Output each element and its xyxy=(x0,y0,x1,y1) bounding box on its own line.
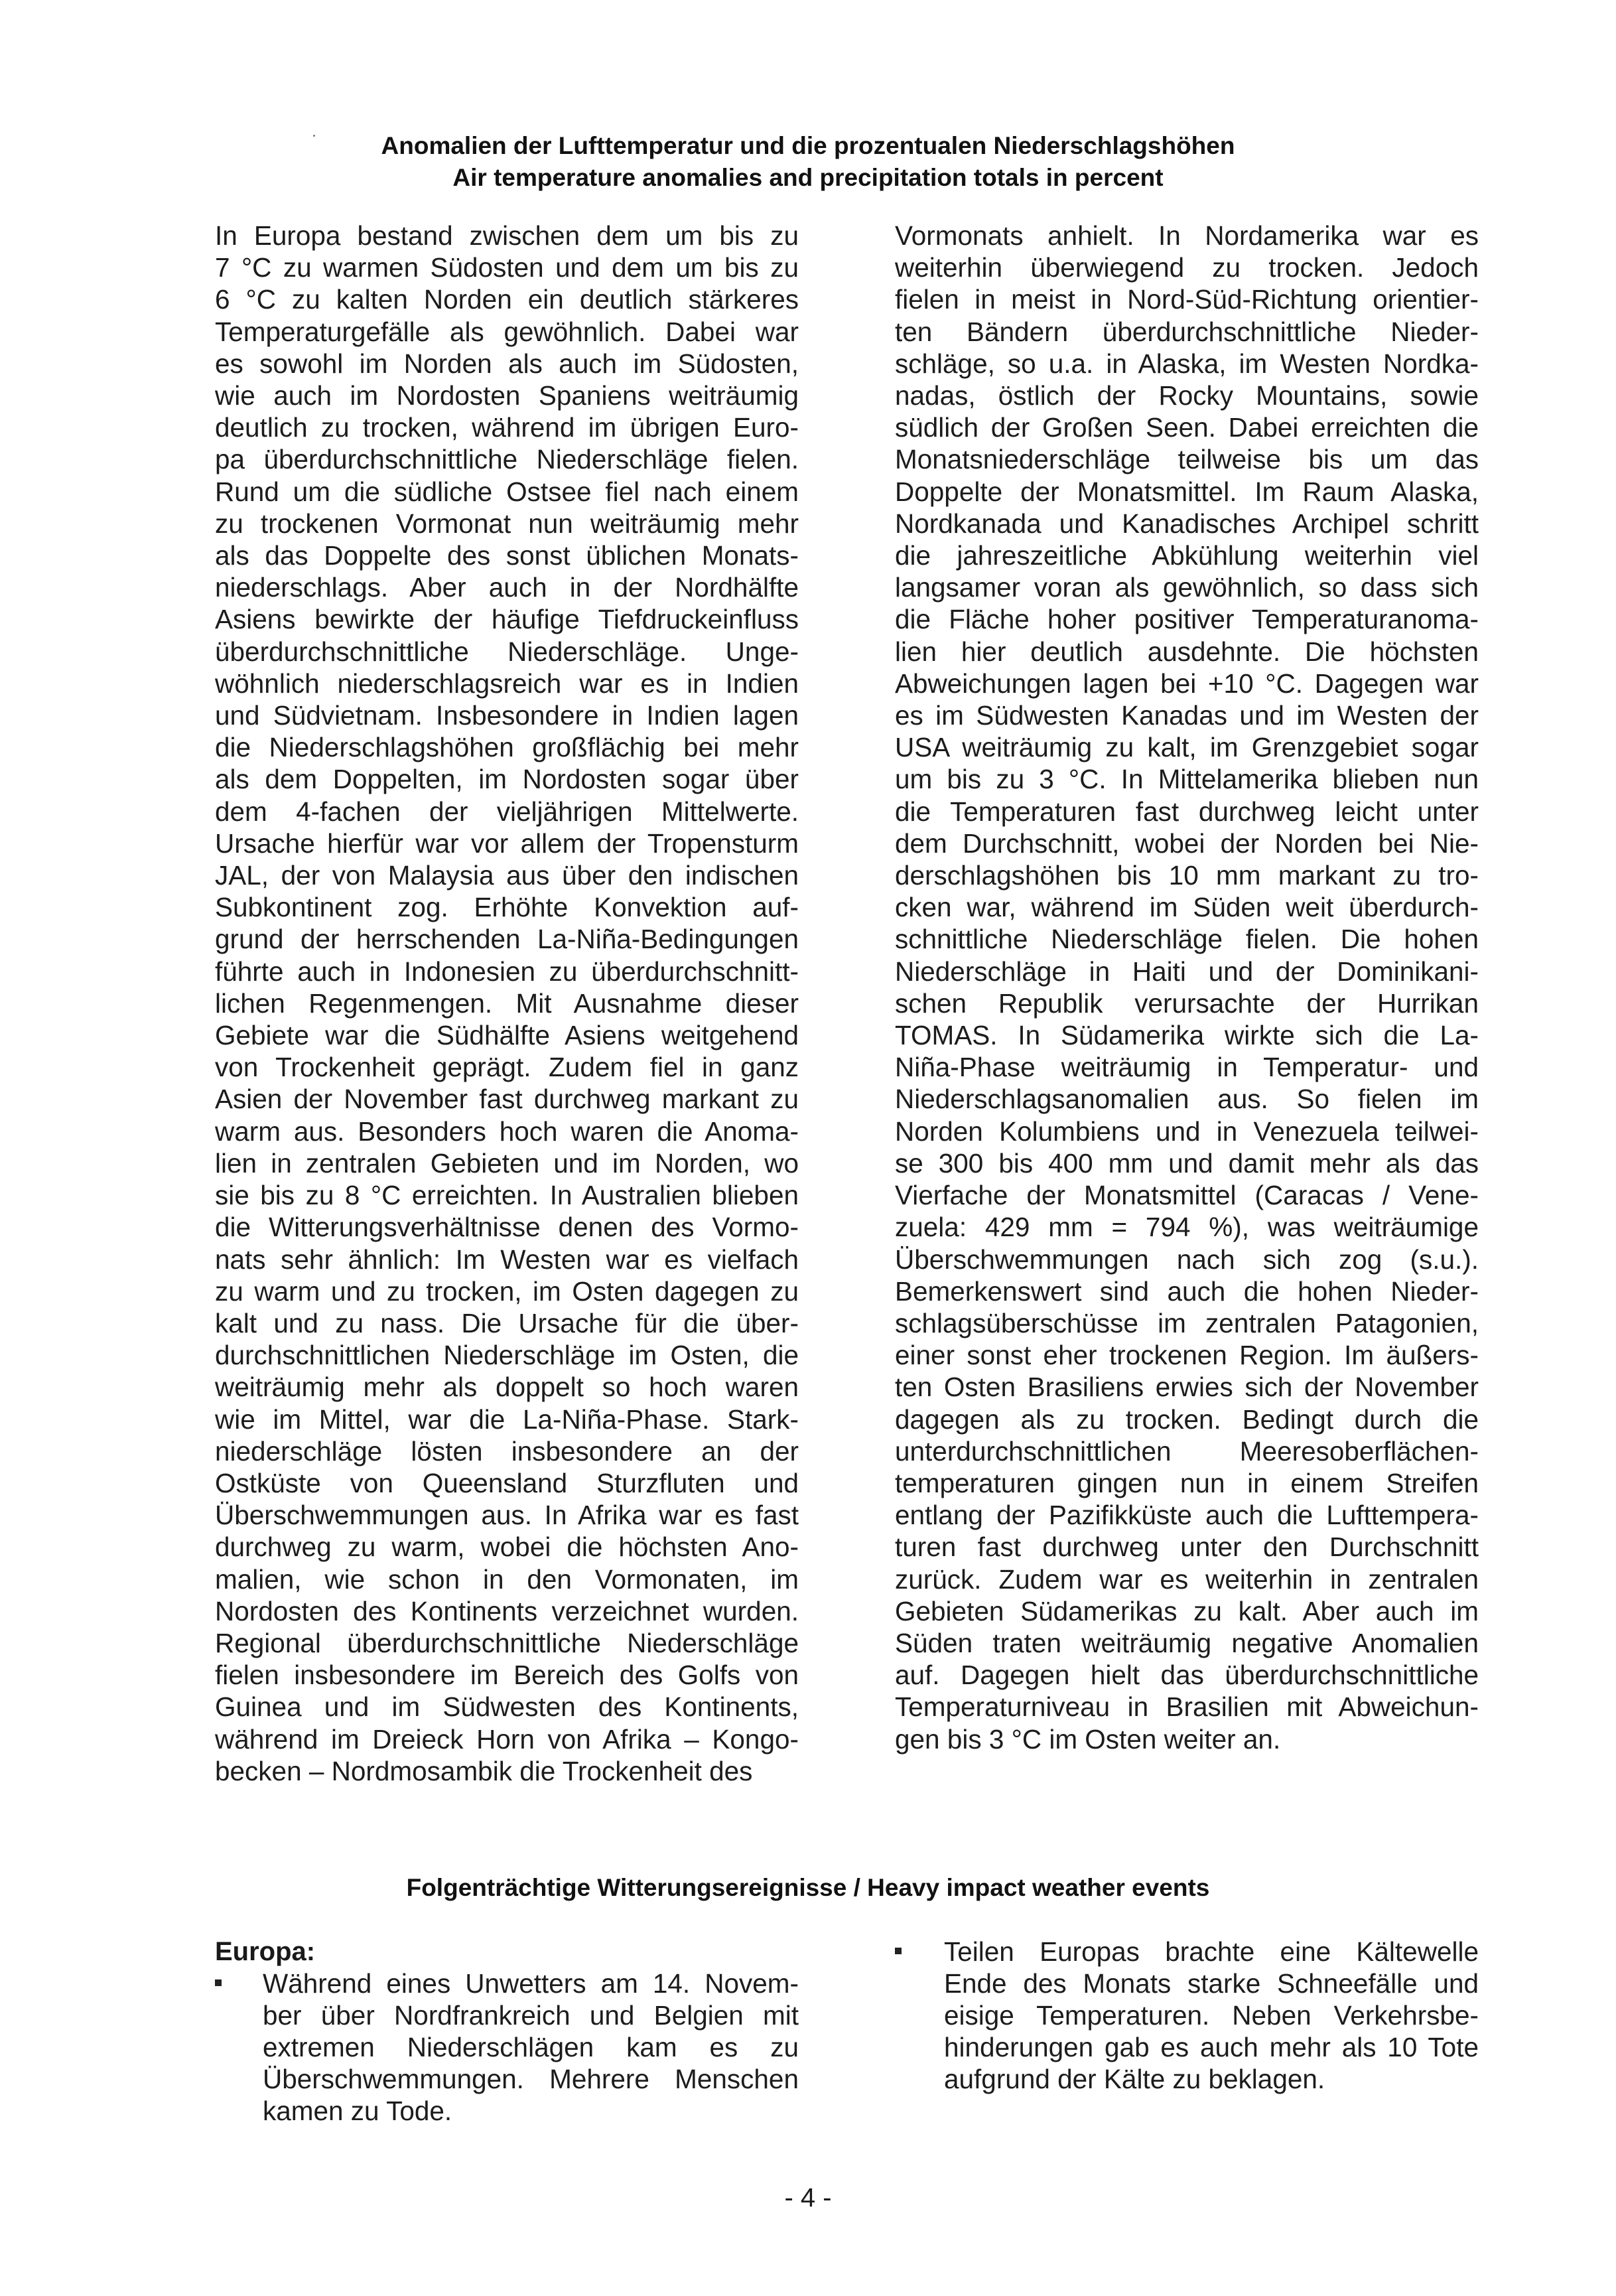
text-line: zu warm und zu trocken, im Osten dagegen zu xyxy=(215,1275,799,1307)
text-line: zuela: 429 mm = 794 %), was weiträumige xyxy=(895,1212,1479,1243)
text-line: ber über Nordfrankreich und Belgien mit xyxy=(263,2000,799,2031)
text-line: aufgrund der Kälte zu beklagen. xyxy=(944,2064,1325,2094)
text-line: wie im Mittel, war die La-Niña-Phase. Stark- xyxy=(215,1403,799,1435)
text-line: Gebieten Südamerikas zu kalt. Aber auch im xyxy=(895,1595,1479,1626)
text-line: gen bis 3 °C im Osten weiter an. xyxy=(895,1723,1281,1755)
text-line: In Europa bestand zwischen dem um bis zu xyxy=(215,220,799,251)
text-line: Ende des Monats starke Schneefälle und xyxy=(944,1968,1479,1999)
text-line: nadas, östlich der Rocky Mountains, sowie xyxy=(895,380,1479,411)
text-line: Rund um die südliche Ostsee fiel nach einem xyxy=(215,476,799,507)
text-line: kamen zu Tode. xyxy=(263,2096,452,2126)
text-line: die Witterungsverhältnisse denen des Vormo- xyxy=(215,1212,799,1243)
text-line: überdurchschnittliche Niederschläge. Unge- xyxy=(215,636,799,667)
text-line: lichen Regenmengen. Mit Ausnahme dieser xyxy=(215,987,799,1019)
page-number: - 4 - xyxy=(784,2183,832,2212)
text-line: durchschnittlichen Niederschläge im Osten, die xyxy=(215,1340,799,1371)
text-line: wöhnlich niederschlagsreich war es in Indien xyxy=(215,668,799,699)
text-line: temperaturen gingen nun in einem Streifen xyxy=(895,1467,1479,1498)
text-line: es sowohl im Norden als auch im Südosten, xyxy=(215,348,799,379)
text-line: Regional überdurchschnittliche Niederschläge xyxy=(215,1627,799,1658)
text-line: südlich der Großen Seen. Dabei erreichten die xyxy=(895,412,1479,443)
text-line: die Temperaturen fast durchweg leicht unter xyxy=(895,796,1479,827)
text-line: entlang der Pazifikküste auch die Lufttempera- xyxy=(895,1500,1479,1531)
text-line: Subkontinent zog. Erhöhte Konvektion auf- xyxy=(215,892,799,923)
text-line: Asiens bewirkte der häufige Tiefdruckeinfluss xyxy=(215,604,799,635)
text-line: Monatsniederschläge teilweise bis um das xyxy=(895,444,1479,475)
text-line: lien hier deutlich ausdehnte. Die höchsten xyxy=(895,636,1479,667)
text-line: Vierfache der Monatsmittel (Caracas / Vene- xyxy=(895,1180,1479,1211)
text-line: warm aus. Besonders hoch waren die Anoma- xyxy=(215,1115,799,1147)
text-line: von Trockenheit geprägt. Zudem fiel in ganz xyxy=(215,1052,799,1083)
text-line: als dem Doppelten, im Nordosten sogar über xyxy=(215,764,799,795)
text-line: JAL, der von Malaysia aus über den indischen xyxy=(215,860,799,891)
text-line: führte auch in Indonesien zu überdurchschnitt- xyxy=(215,956,799,987)
title-german: Anomalien der Lufttemperatur und die prozentualen Niederschlagshöhen xyxy=(381,132,1235,159)
text-line: schlagsüberschüsse im zentralen Patagonien, xyxy=(895,1307,1479,1338)
text-line: Asien der November fast durchweg markant zu xyxy=(215,1084,799,1115)
text-line: Abweichungen lagen bei +10 °C. Dagegen war xyxy=(895,668,1479,699)
text-line: schen Republik verursachte der Hurrikan xyxy=(895,987,1479,1019)
text-line: fielen in meist in Nord-Süd-Richtung orientier- xyxy=(895,284,1479,315)
left-text-column xyxy=(215,220,799,1787)
text-line: Süden traten weiträumig negative Anomalien xyxy=(895,1627,1479,1658)
text-line: schnittliche Niederschläge fielen. Die hohen xyxy=(895,924,1479,955)
text-line: dem Durchschnitt, wobei der Norden bei Nie- xyxy=(895,827,1479,859)
text-line: Während eines Unwetters am 14. Novem- xyxy=(263,1968,799,1999)
text-line: Guinea und im Südwesten des Kontinents, xyxy=(215,1691,799,1723)
text-line: dem 4-fachen der vieljährigen Mittelwerte. xyxy=(215,796,799,827)
text-line: se 300 bis 400 mm und damit mehr als das xyxy=(895,1147,1479,1179)
text-line: niederschläge lösten insbesondere an der xyxy=(215,1435,799,1467)
text-line: Niederschläge in Haiti und der Dominikani- xyxy=(895,956,1479,987)
text-line: weiträumig mehr als doppelt so hoch waren xyxy=(215,1372,799,1403)
text-line: einer sonst eher trockenen Region. Im äußers- xyxy=(895,1340,1479,1371)
text-line: langsamer voran als gewöhnlich, so dass sich xyxy=(895,572,1479,603)
text-line: lien in zentralen Gebieten und im Norden, wo xyxy=(215,1147,799,1179)
text-line: Ostküste von Queensland Sturzfluten und xyxy=(215,1467,799,1498)
text-line: zurück. Zudem war es weiterhin in zentralen xyxy=(895,1563,1479,1595)
text-line: turen fast durchweg unter den Durchschnitt xyxy=(895,1532,1479,1563)
bullet-text xyxy=(944,1936,1479,2095)
text-line: Norden Kolumbiens und in Venezuela teilwei- xyxy=(895,1115,1479,1147)
text-line: becken – Nordmosambik die Trockenheit des xyxy=(215,1755,753,1786)
text-line: ten Osten Brasiliens erwies sich der November xyxy=(895,1372,1479,1403)
text-line: USA weiträumig zu kalt, im Grenzgebiet sogar xyxy=(895,732,1479,763)
text-line: die Fläche hoher positiver Temperaturanoma- xyxy=(895,604,1479,635)
text-line: Teilen Europas brachte eine Kältewelle xyxy=(944,1936,1479,1967)
text-line: es im Südwesten Kanadas und im Westen der xyxy=(895,700,1479,731)
text-line: derschlagshöhen bis 10 mm markant zu tro- xyxy=(895,860,1479,891)
text-line: extremen Niederschlägen kam es zu xyxy=(263,2032,799,2062)
text-line: 7 °C zu warmen Südosten und dem um bis zu xyxy=(215,252,799,283)
bullet-square-icon xyxy=(215,1979,222,1986)
text-line: Bemerkenswert sind auch die hohen Nieder- xyxy=(895,1275,1479,1307)
text-line: eisige Temperaturen. Neben Verkehrsbe- xyxy=(944,2000,1479,2031)
text-line: Vormonats anhielt. In Nordamerika war es xyxy=(895,220,1479,251)
text-line: sie bis zu 8 °C erreichten. In Australien blieben xyxy=(215,1180,799,1211)
text-line: nats sehr ähnlich: Im Westen war es vielfach xyxy=(215,1244,799,1275)
text-line: schläge, so u.a. in Alaska, im Westen Nordka- xyxy=(895,348,1479,379)
text-line: Nordosten des Kontinents verzeichnet wurden. xyxy=(215,1595,799,1626)
text-line: Temperaturniveau in Brasilien mit Abweichun- xyxy=(895,1691,1479,1723)
text-line: die jahreszeitliche Abkühlung weiterhin viel xyxy=(895,540,1479,571)
text-line: malien, wie schon in den Vormonaten, im xyxy=(215,1563,799,1595)
text-line: zu trockenen Vormonat nun weiträumig mehr xyxy=(215,508,799,539)
text-line: TOMAS. In Südamerika wirkte sich die La- xyxy=(895,1020,1479,1051)
text-line: die Niederschlagshöhen großflächig bei mehr xyxy=(215,732,799,763)
text-line: Niederschlagsanomalien aus. So fielen im xyxy=(895,1084,1479,1115)
text-line: während im Dreieck Horn von Afrika – Kongo- xyxy=(215,1723,799,1755)
text-line: niederschlags. Aber auch in der Nordhälfte xyxy=(215,572,799,603)
text-line: hinderungen gab es auch mehr als 10 Tote xyxy=(944,2032,1479,2062)
text-line: fielen insbesondere im Bereich des Golfs von xyxy=(215,1660,799,1691)
text-line: Ursache hierfür war vor allem der Tropensturm xyxy=(215,827,799,859)
text-line: durchweg zu warm, wobei die höchsten Ano- xyxy=(215,1532,799,1563)
title-english: Air temperature anomalies and precipitation totals in percent xyxy=(452,164,1164,191)
text-line: Überschwemmungen. Mehrere Menschen xyxy=(263,2064,799,2094)
text-line: Niña-Phase weiträumig in Temperatur- und xyxy=(895,1052,1479,1083)
text-line: cken war, während im Süden weit überdurch- xyxy=(895,892,1479,923)
text-line: Nordkanada und Kanadisches Archipel schritt xyxy=(895,508,1479,539)
text-line: grund der herrschenden La-Niña-Bedingungen xyxy=(215,924,799,955)
text-line: kalt und zu nass. Die Ursache für die über- xyxy=(215,1307,799,1338)
text-line: Temperaturgefälle als gewöhnlich. Dabei war xyxy=(215,316,799,347)
text-line: pa überdurchschnittliche Niederschläge fielen. xyxy=(215,444,799,475)
bullet-square-icon xyxy=(895,1948,902,1954)
text-line: ten Bändern überdurchschnittliche Nieder- xyxy=(895,316,1479,347)
text-line: um bis zu 3 °C. In Mittelamerika blieben nun xyxy=(895,764,1479,795)
text-line: Doppelte der Monatsmittel. Im Raum Alaska, xyxy=(895,476,1479,507)
text-line: deutlich zu trocken, während im übrigen Euro- xyxy=(215,412,799,443)
bullet-text xyxy=(263,1968,799,2127)
region-label-europa: Europa: xyxy=(215,1937,316,1966)
text-line: auf. Dagegen hielt das überdurchschnittliche xyxy=(895,1660,1479,1691)
text-line: Überschwemmungen aus. In Afrika war es fast xyxy=(215,1500,799,1531)
text-line: weiterhin überwiegend zu trocken. Jedoch xyxy=(895,252,1479,283)
text-line: und Südvietnam. Insbesondere in Indien lagen xyxy=(215,700,799,731)
text-line: 6 °C zu kalten Norden ein deutlich stärkeres xyxy=(215,284,799,315)
right-text-column xyxy=(895,220,1479,1755)
text-line: Gebiete war die Südhälfte Asiens weitgehend xyxy=(215,1020,799,1051)
text-line: unterdurchschnittlichen Meeresoberflächen- xyxy=(895,1435,1479,1467)
text-line: als das Doppelte des sonst üblichen Monats- xyxy=(215,540,799,571)
section-title-weather-events: Folgenträchtige Witterungsereignisse / Heavy impact weather events xyxy=(406,1874,1210,1901)
text-line: dagegen als zu trocken. Bedingt durch die xyxy=(895,1403,1479,1435)
text-line: wie auch im Nordosten Spaniens weiträumig xyxy=(215,380,799,411)
text-line: Überschwemmungen nach sich zog (s.u.). xyxy=(895,1244,1479,1275)
